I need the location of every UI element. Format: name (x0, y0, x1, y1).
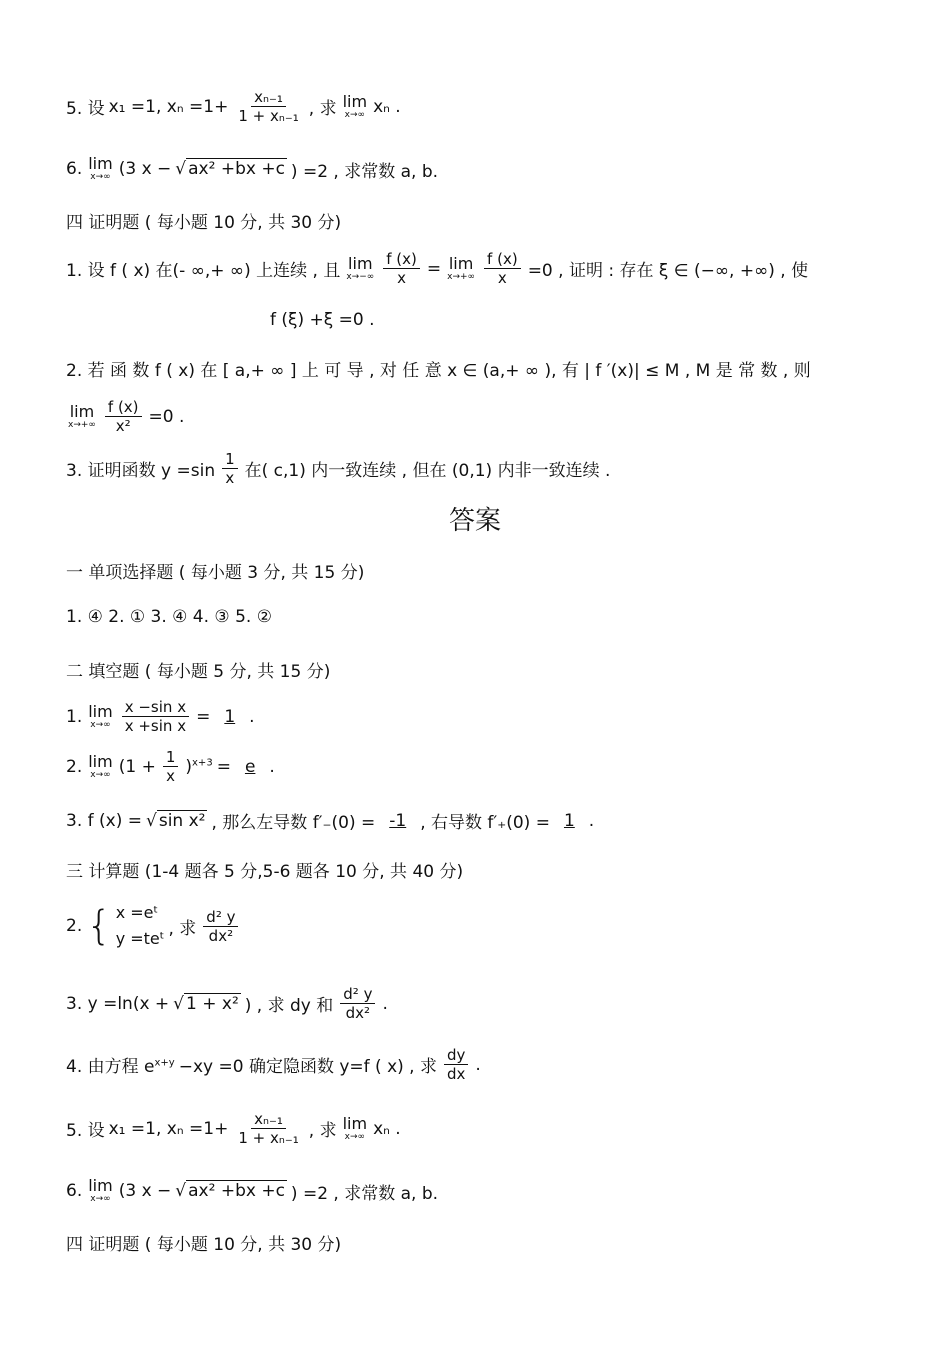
text: ) , 求 dy 和 (244, 996, 334, 1016)
proof-1-cont: f (ξ) +ξ =0 . (270, 310, 375, 330)
text: =0 . (148, 406, 185, 427)
sqrt: √ ax² +bx +c (175, 1181, 285, 1201)
answer-blank: e (244, 756, 256, 777)
calc-4: 4. 由方程 $e^{x+y}$ −xy =0 确定隐函数 y=f ( x) , 求 dy dx . (66, 1046, 481, 1083)
proof-1 (66, 250, 808, 287)
limit: lim x→−∞ (346, 253, 375, 282)
equation-system: x =eᵗ y =teᵗ (115, 903, 165, 948)
calc-5 (66, 1110, 401, 1147)
fraction: $\frac{f (x)}{x}$ (383, 250, 420, 287)
fraction: $\frac{1}{x}$ (163, 748, 179, 785)
answer-blank: -1 (389, 810, 407, 831)
fraction: $\frac{\text{xₙ₋₁}}{\text{1 + xₙ₋₁}}$ (238, 1110, 299, 1147)
fill-1: 1. lim x→∞ $\frac{\text{x −sin x}}{\text{x +sin x}}$ = 1 . (66, 698, 255, 735)
q-label: 6. (66, 159, 83, 179)
fraction: dy dx (444, 1046, 468, 1083)
fill-2: 2. lim x→∞ (1 + $\frac{1}{x}$ )$^{x+3}$ = e . (66, 748, 275, 785)
section-4-heading: 四 证明题 ( 每小题 10 分, 共 30 分) (66, 1235, 342, 1255)
fraction: $\frac{f (x)}{\text{x²}}$ (105, 398, 142, 435)
answer-blank: 1 (563, 810, 575, 831)
text: 3. y =ln(x + (66, 993, 170, 1014)
text: , 求 (308, 99, 337, 119)
q-label: 2. (66, 916, 83, 936)
text: 3. 证明函数 y =sin (66, 461, 216, 481)
section-1-answers: 1. ④ 2. ① 3. ④ 4. ③ 5. ② (66, 607, 272, 627)
text: ) =2 , 求常数 a, b. (290, 1183, 439, 1204)
limit: lim x→∞ (342, 91, 368, 120)
limit: lim x→∞ (342, 1113, 368, 1142)
limit: lim x→+∞ (447, 253, 476, 282)
fraction: $\frac{\text{x −sin x}}{\text{x +sin x}}$ (122, 698, 189, 735)
proof-2: 2. 若 函 数 f ( x) 在 [ a,+ ∞ ] 上 可 导 , 对 任 意 x ∈ (a,+ ∞ ), 有 | f ′(x)| ≤ M , M 是 常 数 , 则 (66, 361, 811, 381)
q-label: 6. (66, 1181, 83, 1201)
text: = (196, 706, 211, 727)
proof-2-cont (66, 398, 184, 435)
fraction: $\frac{f (x)}{x}$ (484, 250, 521, 287)
problem-5-top (66, 88, 401, 125)
answer-title: 答案 (448, 506, 501, 536)
limit: lim x→∞ (88, 701, 113, 730)
calc-2: 2. { x =eᵗ y =teᵗ , 求 d² y dx² (66, 900, 241, 952)
fraction: d² y dx² (340, 985, 375, 1022)
problem-6-top (66, 156, 438, 182)
text: 3. f (x) = (66, 810, 142, 831)
text: =0 , 证明 : 存在 ξ ∈ (−∞, +∞) , 使 (527, 261, 809, 281)
text: 1. 设 f ( x) 在(- ∞,+ ∞) 上连续 , 且 (66, 261, 341, 281)
calc-6 (66, 1178, 438, 1204)
q-label: 2. (66, 756, 83, 777)
text: = (426, 258, 442, 279)
limit: lim x→+∞ (68, 401, 96, 430)
sqrt: √ sin x² (146, 810, 206, 831)
fraction: $\frac{\text{xₙ₋₁}}{\text{1 + xₙ₋₁}}$ (238, 88, 299, 125)
text: xₙ . (373, 96, 401, 117)
text: x₁ =1, xₙ =1+ (108, 96, 229, 117)
text: (3 x − (118, 159, 172, 179)
fraction: d² y dx² (203, 908, 238, 945)
calc-3 (66, 985, 388, 1022)
text: x₁ =1, xₙ =1+ (108, 1118, 229, 1139)
sqrt: √ 1 + x² (173, 993, 239, 1014)
limit: lim x→∞ (88, 1176, 113, 1204)
text: 在( c,1) 内一致连续 , 但在 (0,1) 内非一致连续 . (244, 461, 611, 481)
answer-blank: 1 (224, 706, 236, 727)
proof-3 (66, 450, 610, 487)
text: , 求 (308, 1121, 337, 1141)
section-2-heading: 二 填空题 ( 每小题 5 分, 共 15 分) (66, 662, 331, 682)
text: ) =2 , 求常数 a, b. (290, 161, 439, 182)
section-4-heading-top: 四 证明题 ( 每小题 10 分, 共 30 分) (66, 213, 342, 233)
limit: lim x→∞ (88, 751, 113, 780)
text: xₙ . (373, 1118, 401, 1139)
limit: lim x→∞ (88, 154, 113, 182)
text: −xy =0 确定隐函数 y=f ( x) , 求 (178, 1057, 437, 1077)
text: , 那么左导数 f′₋(0) = (211, 813, 376, 833)
section-1-heading: 一 单项选择题 ( 每小题 3 分, 共 15 分) (66, 563, 365, 583)
sqrt: √ ax² +bx +c (175, 159, 285, 179)
text: (1 + (118, 756, 156, 777)
q-label: 5. 设 (66, 1121, 105, 1141)
text: = (216, 756, 231, 777)
fill-3: 3. f (x) = √ sin x² , 那么左导数 f′₋(0) = -1 , 右导数 f′₊(0) = 1 . (66, 808, 594, 833)
text: , 求 (168, 918, 197, 939)
section-3-heading: 三 计算题 (1-4 题各 5 分,5-6 题各 10 分, 共 40 分) (66, 862, 464, 882)
q-label: 5. 设 (66, 99, 105, 119)
text: (3 x − (118, 1181, 172, 1201)
text: . (475, 1054, 481, 1075)
text: , 右导数 f′₊(0) = (420, 813, 550, 833)
q-label: 1. (66, 706, 83, 727)
fraction: 1 x (222, 450, 238, 487)
text: . (382, 993, 388, 1014)
